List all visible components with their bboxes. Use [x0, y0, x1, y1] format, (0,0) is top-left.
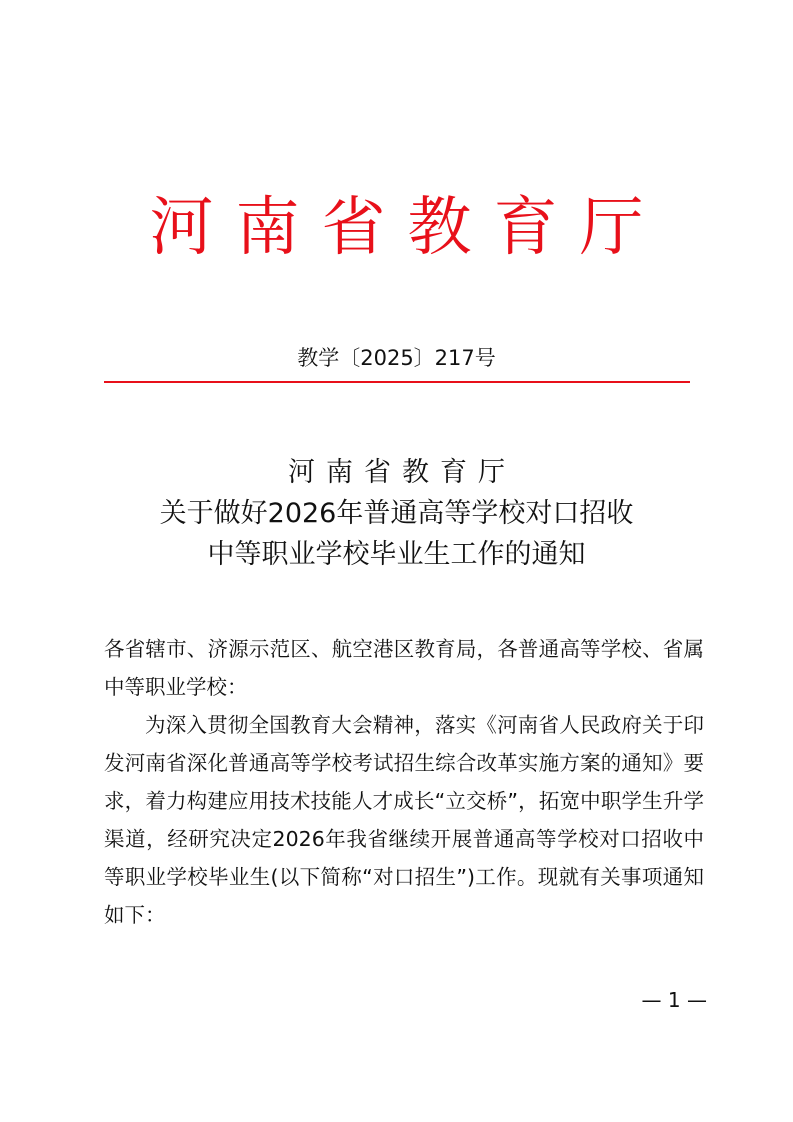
document-number: 教学〔2025〕217号: [297, 346, 496, 370]
document-body: [104, 630, 704, 934]
title-line-subject: 关于做好2026年普通高等学校对口招收: [159, 498, 634, 529]
document-title: [0, 452, 793, 575]
title-line-agency: 河南省教育厅: [288, 457, 516, 488]
title-line-notice: 中等职业学校毕业生工作的通知: [207, 539, 586, 570]
agency-masthead: 河南省教育厅: [149, 191, 666, 265]
page-number: — 1 —: [641, 988, 707, 1012]
red-separator-line: [104, 381, 690, 383]
body-paragraph: 为深入贯彻全国教育大会精神，落实《河南省人民政府关于印发河南省深化普通高等学校考试招生综合改革实施方案的通知》要求，着力构建应用技术技能人才成长“立交桥”，拓宽中职学生升学渠道，经研究决定2026年我省继续开展普通高等学校对口招收中等职业学校毕业生(以下简称“对口招生”)工作。现就有关事项通知如下：: [104, 713, 704, 927]
addressee-line: 各省辖市、济源示范区、航空港区教育局，各普通高等学校、省属中等职业学校：: [104, 637, 704, 699]
